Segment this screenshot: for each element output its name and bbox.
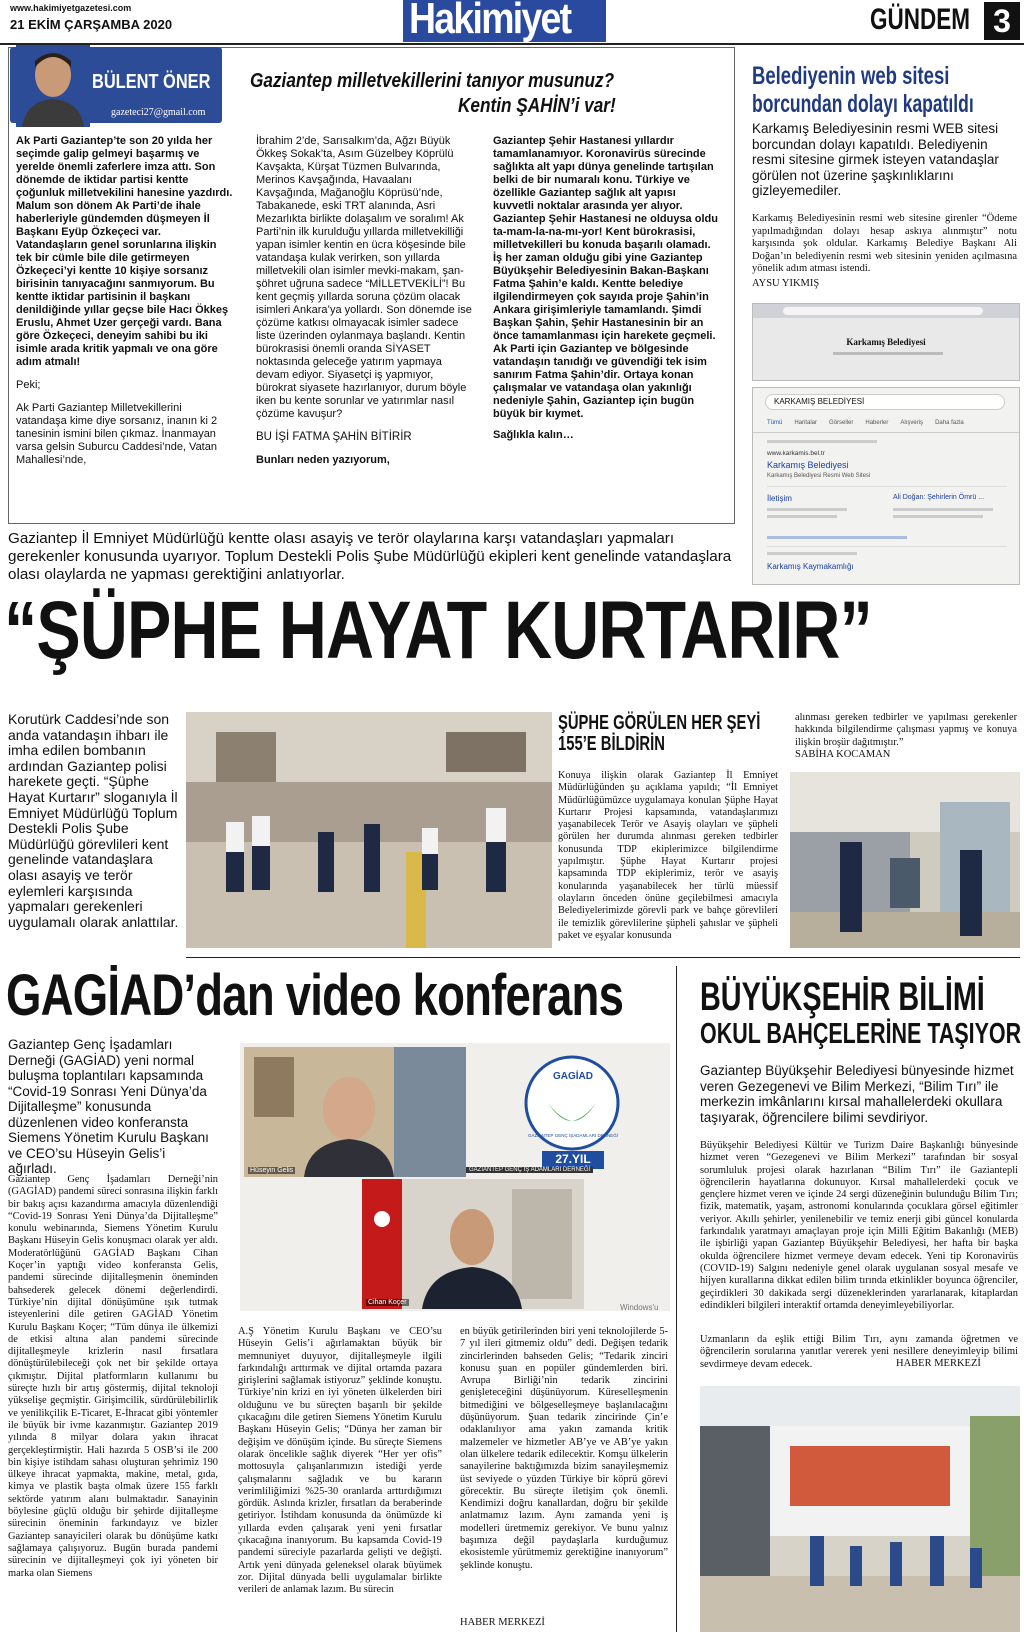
gagiad-logo [508, 1049, 638, 1179]
police-body: Konuya ilişkin olarak Gaziantep İl Emniyet Müdürlüğünden şu açıklama yapıldı; “İl Emniyet Müdürlüğümüzce uygulamaya konulan Şüphe Hayat Kurtarır Projesi kapsamında, vatandaşlarımızı yaşanabilecek Terör ve Asayiş olayları ve şüpheli görülen her durumda alınması gereken tedbirler konusunda TDP ekiplerimizce bilgilendirme yapılmıştır. Şüphe Hayat Kurtarır projesi kapsamında TDP ekiplerimiz, terör ve asayiş konularında yaşanabilecek her türlü müessif olayların önceden önüne geçilebilmesi amacıyla Belediyelerimizde görevli park ve bahçe görevlileri ile temizlik görevlilerine şüpheli şahıslar ve şüpheli paket ve eşyalar konusunda [558, 770, 778, 941]
gagiad-logo-ring: GAZİANTEP GENÇ İŞADAMLARI DERNEĞİ [528, 1133, 618, 1138]
result-subtitle: Karkamış Belediyesi Resmi Web Sitesi [767, 473, 871, 479]
video-tile-1 [244, 1047, 466, 1177]
column-col-2-p1: İbrahim 2’de, Sarısalkım’da, Ağzı Büyük Ökkeş Sokak’ta, Asım Güzelbey Köprülü Kavşakta, Kürşat Tüzmen Bulvarında, Merinos Kavşağında, Havaalanı Kavşağında, Mağanoğlu Köprüsü’nde, Tabakanede, eski TRT alanında, Asri Mezarlıkta birlikte dolaşalım ve soralım! Ak Parti’nin ilk kurulduğu yıllarda milletvekilliği yapan isimler kentin en ücra köşesinde bile vatandaşa kulak verirken, son yıllarda milletvekili olan isimler mevki-makam, şan-şöhret uğruna sadece “MİLLETVEKİLİ”! Bu kent geçmiş yıllarda soruna çözüm olacak isimleri Ankara’ya yollardı. Son dönemde ise çözüme katkısı olmayacak isimler sadece liste üzerinden oylanmaya başlandı. Kentin bürokrasisi önemli oranda SİYASET noktasında geleceğe yatırım yapmaya devam ediyor. Siyasetçi iş yapmıyor, bürokrat siyasete hazırlanıyor, durum böyle iken bu kente sorunlar ve yatırımlar nasıl çözüme kavuşur? [256, 135, 472, 420]
police-byline: SABİHA KOCAMAN [795, 749, 891, 760]
police-lead: Korutürk Caddesi’nde son anda vatandaşın ihbarı ile imha edilen bombanın ardından Gaziantep polisi harekete geçti. “Şüphe Hayat Kurtarır” sloganıyla İl Emniyet Müdürlüğü Toplum Destekli Polis Şube Müdürlüğü görevlileri kent genelinde vatandaşlara olası asayiş ve terör eylemleri karşısında yapmaları gerekenleri uygulamalı olarak anlattılar. [8, 711, 179, 930]
search-tab: Görseller [829, 420, 854, 426]
author-email: gazeteci27@gmail.com [111, 107, 206, 118]
gagiad-headline: GAGİAD’dan video konferans [6, 963, 624, 1028]
science-body-2: Uzmanların da eşlik ettiği Bilim Tırı, aynı zamanda öğretmen ve öğrencilerin sorularına yanıtlar vererek yeni nesillere deneyimleyip bilimi sevdirmeye devam edecek. [700, 1334, 1018, 1370]
logo-text: Hakimiyet [409, 0, 571, 42]
video-tag: GAZİANTEP GENÇ İŞ ADAMLARI DERNEĞİ [466, 1167, 593, 1173]
website-byline: AYSU YIKMIŞ [752, 278, 820, 289]
gagiad-lead: Gaziantep Genç İşadamları Derneği (GAGİAD) yeni normal buluşma toplantıları kapsamında “Covid-19 Sonrası Yeni Dünya’da Dijitalleşme” konusunda düzenlenen video konferansta Siemens Yönetim Kurulu Başkanı ve CEO’su Hüseyin Gelis’i ağırladı. [8, 1037, 209, 1176]
search-query: KARKAMIŞ BELEDİYESİ [774, 397, 865, 406]
website-screenshot-1 [752, 303, 1020, 381]
result-url: www.karkamis.bel.tr [767, 450, 825, 457]
windows-watermark: Windows'u [620, 1303, 659, 1311]
column-col-1-p3: Ak Parti Gaziantep Milletvekillerini vatandaşa kime diye sorsanız, inanın ki 2 tanesinin ismini bilen çıkmaz. İnanmayan varsa gelsin Suburcu Caddesi’nde, Vatan Mahallesi’nde, [16, 402, 218, 466]
logo-box [403, 0, 606, 42]
video-tile-2 [362, 1179, 584, 1309]
gagiad-col-1: Gaziantep Genç İşadamları Derneği’nin (GAGİAD) pandemi süreci sonrasına ilişkin farklı bir bakış açısı kazandırma amacıyla düzenlendiği “Covid-19 Sonrası Yeni Dünya’da Dijitalleşme” konulu webinarında, Siemens Yönetim Kurulu Başkanı Hüseyin Gelis konuşmacı olarak yer aldı. Moderatörlüğünü GAGİAD Başkanı Cihan Koçer’in yaptığı video konferansta Gelis, pandemi sürecinde dijitalleşmenin öneminden bahsederek gelecek dönemi değerlendirdi. Türkiye’nin dijital dönüşümüne ışık tutmak isteyenlerini dile getiren GAGİAD Yönetim Kurulu Başkanı Koçer; “Tüm dünya ile ülkemizi de etkisi altına alan pandemi sürecinde dijitalleşmeyle krizlerin nasıl fırsatlara dönüştürülebileceği çok net bir şekilde ortaya çıkmıştır. Dijital platformların kullanımı bu süreçte hızlı bir artış göstermiş, dijital teknoloji yükselişe geçmiştir. Girişimcilik, sürdürülebilirlik ve yenilikçilik E-Ticaret, E-İhracat gibi yöntemler ile büyük bir ivme kazanmıştır. Gaziantep 2019 yılında 8 milyar dolara yakın ihracat gerçekleştirmiştir. Hali hazırda 5 OSB’si ile 200 bin kişiye istihdam sahası oluşturan şehrimiz 190 ülkeye ihracat yapmakta, makine, metal, gıda, kimya ve plastik başta olmak üzere 155 farklı sektörde yatırım alanı bulmaktadır. Sanayinin böylesine güçlü olduğu bir şehirde dijitalleşme sürecinin öneminin farkındayız ve bizler Gaziantep sanayicileri olarak bu dönüşüme katkı sağlamaya çalışıyoruz. Bugün burada pandemi sürecinin ve dijitalleşmeyi çok iyi yöneten bir marka olan Siemens [8, 1174, 218, 1579]
gagiad-byline: HABER MERKEZİ [460, 1617, 545, 1628]
police-photo-bus-stop [790, 772, 1020, 948]
column-headline-2: Kentin ŞAHİN’i var! [458, 95, 616, 117]
website-headline-2: borcundan dolayı kapatıldı [752, 90, 974, 118]
search-tab: Haberler [865, 420, 889, 426]
search-tab: Haritalar [794, 420, 818, 426]
result-bottom: Karkamış Kaymakamlığı [767, 562, 854, 571]
science-photo-truck [700, 1386, 1020, 1632]
science-headline-2: OKUL BAHÇELERİNE TAŞIYOR [700, 1018, 1022, 1050]
gagiad-col-3: en büyük getirilerinden biri yeni teknolojilerde 5-7 yıl ileri gitmemiz oldu” dedi. Değişen tedarik zincirlerinden bahseden Gelis; “Tedarik zinciri konusu şuan en popüler gündemlerden biri. Avrupa Birliği’nin tedarik zincirini genişleteceğini düşünüyorum. Küreselleşmenin bitmediğini ve bölgeselleşmeye başlanılacağını düşünüyorum. Şuan tedarik zincirinde Çin’e odaklanılıyor ama yakın zamanda kritik malzemeler ve hizmetler AB’ye ve AB’ye yakın olan ülkelere tedarik edilecektir. Komşu ülkelerin sanayilerine baktığımızda bizim sanayileşmemiz üst seviyede o yüzden Türkiye bir köprü görevi görecektir. Bu süreçte iletişim çok önemli. Kendimizi doğru kanallardan, doğru bir şekilde anlatmamız lazım. Aynı zamanda yeni iş modelleri üretmemiz gerekiyor. Ve bunu yalnız başımıza değil paydaşlarla kurduğumuz ekosistemle yürütmemiz gerektiğine inanıyorum” şeklinde konuştu. [460, 1326, 668, 1571]
website-lead: Karkamış Belediyesinin resmi WEB sitesi borcundan dolayı kapatıldı. Belediyenin resmi sitesine girmek isteyen vatandaşlar görülen not üzerine şaşkınlıklarını gizleyemediler. [752, 121, 999, 198]
column-col-1-p2: Peki; [16, 379, 41, 391]
website-headline-1: Belediyenin web sitesi [752, 62, 950, 90]
website-screenshot-2 [752, 387, 1020, 585]
science-byline: HABER MERKEZİ [896, 1358, 981, 1369]
video-name-1: Hüseyin Gelis [250, 1167, 294, 1174]
column-col-2 [256, 135, 476, 471]
search-tab: Alışveriş [900, 420, 924, 426]
site-url: www.hakimiyetgazetesi.com [10, 3, 132, 13]
video-name-2: Cihan Koçer [368, 1299, 407, 1306]
result-title: Karkamış Belediyesi [767, 460, 849, 470]
website-body: Karkamış Belediyesinin resmi web sitesine girenler “Ödeme yapılmadığından dolayı hesap askıya alınmıştır” notu karşısında şok oldular. Karkamış Belediye Başkanı Ali Doğan’ın belediyenin resmi web sitesinin yeniden açılmasına yönelik adım atması istendi. [752, 213, 1017, 274]
police-subhead-2: 155’E BİLDİRİN [558, 733, 665, 755]
science-lead: Gaziantep Büyükşehir Belediyesi bünyesinde hizmet veren Gezegenevi ve Bilim Merkezi, “Bilim Tırı” ile merkezin imkânlarını kırsal mahallelerdeki okullara taşıyarak, öğrencilere bilimi sevdiriyor. [700, 1063, 1014, 1125]
section-title: GÜNDEM [870, 3, 971, 36]
gagiad-col-2: A.Ş Yönetim Kurulu Başkanı ve CEO’su Hüseyin Gelis’i ağırlamaktan büyük bir memnuniyet duyuyor, dijitalleşmeyle ilgili farkındalığı arttırmak ve dijital ortamda pazara girişlerini sağlamak istiyoruz” şeklinde konuştu. Türkiye’nin krizi en iyi yöneten ülkelerden biri olduğunu ve bu süreçten başarılı bir şekilde çıkacağını dile getiren Siemens Yönetim Kurulu Başkanı Hüseyin Gelis; “Dünya her zaman bir değişim ve dönüşüm içinde. Bu süreçte Siemens olarak öncelikle sağlık diyerek “Her yer ofis” mottosuyla çalışanlarımızın istediği yerde çalışmalarını sağladık ve bu kararın verimliliğimizi %25-30 oranlarda arttırdığımızı gördük. Aslında krizler, fırsatları da beraberinde getiriyor. İstihdam konusunda da önümüzde ki yıllarda evden çalışarak yeni yeni fırsatlar çıkacağına inanıyorum. Bu kapsamda Covid-19 pandemi süreciyle pazarlarda gelişti ve değişti. Artık yeni dünyada geleneksel olarak büyümek zor. Dijital dünyada belli uygulamalar birlikte verileri de anlamak lazım. Bu sürecin [238, 1326, 442, 1596]
police-headline: “ŞÜPHE HAYAT KURTARIR” [4, 585, 872, 676]
column-col-1 [16, 135, 234, 471]
gagiad-video-screen [240, 1043, 670, 1311]
search-tab: Tümü [767, 420, 783, 426]
result-right: Ali Doğan: Şehirlerin Ömrü ... [893, 494, 985, 501]
search-bar [765, 394, 1005, 410]
masthead-rule [0, 43, 1024, 45]
issue-date: 21 EKİM ÇARŞAMBA 2020 [10, 17, 173, 32]
police-divider [186, 957, 1020, 958]
column-col-3 [493, 135, 719, 446]
police-subhead-1: ŞÜPHE GÖRÜLEN HER ŞEYİ [558, 712, 761, 734]
police-intro: Gaziantep İl Emniyet Müdürlüğü kentte olası asayiş ve terör olaylarına karşı vatandaşları yapmaları gerekenler konusunda uyarıyor. Toplum Destekli Polis Şube Müdürlüğü ekipleri kent genelinde vatandaşlara olası olaylarda ne yapması gerektiğini anlatıyorlar. [8, 530, 732, 583]
author-photo [16, 45, 90, 127]
science-body: Büyükşehir Belediyesi Kültür ve Turizm Daire Başkanlığı bünyesinde hizmet veren “Gezegenevi ve Bilim Merkezi” tarafından bir sosyal sorumluluk projesi olarak hazırlanan “Bilim Tırı” ile Gaziantepli öğrencilerin hayatlarına dokunuyor. Kırsal mahallelerdeki çocuk ve gençlere hizmet veren ve içinde 24 sergi düzeneğinin bulunduğu Bilim Tırı; fizik, matematik, yaşam, astronomi konularında çocuklara görsel eğitimler veriyor. Akıllı şehirler, yenilenebilir ve temiz enerji gibi güncel konularda farkındalık yaratmayı amaçlayan proje için Milli Eğitim Bakanlığı (MEB) ile işbirliği yapan Gaziantep Büyükşehir Belediyesi, her hafta bir başka okulda öğrencilere hizmet vermeye devam edecek. Yeni tip Koronavirüs (COVID-19) Salgını nedeniyle genel olarak uygulanan sosyal mesafe ve hijyen kurallarına dikkat edilen bilim tırında etkinlikler boyunca öğrenciler, geçirdikleri 30 dakikada sergi düzeneklerinden yararlanarak, kitaplardan edindikleri bilgileri interaktif ortamda deneyimleyebiliyorlar. [700, 1140, 1018, 1311]
column-col-3-bold: Gaziantep Şehir Hastanesi yıllardır tamamlanamıyor. Koronavirüs sürecinde sağlıkta alt yapı dünya genelinde tartışılan belki de bir numaralı konu. Türkiye ve özellikle Gaziantep sağlık alt yapısı kuvvetli noktalar arasında yer alıyor. Gaziantep Şehir Hastanesi ne olduysa oldu ta-mam-la-na-mı-yor! Kent bürokrasisi, milletvekilleri bu konuda başarılı olamadı. İş her zaman olduğu gibi yine Gaziantep Büyükşehir Belediyesinin Bakan-Başkanı Fatma Şahin’e kaldı. Kentte belediye ilgilendirmeyen çok sayıda proje Şahin’in Ankara girişimleriyle tamamlandı. Şimdi Başkan Şahin, Şehir Hastanesinin bir an önce tamamlanması için harekete geçmeli. Ak Parti için Gaziantep ve bölgesinde vatandaşın tanıdığı ve güvendiği tek isim sanırım Fatma Şahin’dir. Ortaya konan çalışmalar ve vatandaşa olan yakınlığı nedeniyle Şahin, Gaziantep için bugün büyük bir kıymet. [493, 135, 718, 420]
science-headline-1: BÜYÜKŞEHİR BİLİMİ [700, 975, 985, 1019]
police-body-2: alınması gereken tedbirler ve yapılması gerekenler hakkında bilgilendirme çalışması yapmış ve konuya ilişkin broşür dağıtmıştır.” [795, 712, 1017, 748]
police-photo-mall [186, 712, 552, 948]
column-col-1-bold: Ak Parti Gaziantep’te son 20 yılda her seçimde galip gelmeyi başarmış ve yerelde önemli zaferlere imza attı. Son dönemde de iktidar partisi kentte çoğunluk milletvekilini hanesine yazdırdı. Malum son dönem Ak Parti’de ihale haberleriyle gündemden düşmeyen İl Başkanı Eyüp Özkeçeci var. Vatandaşların genel sorunlarına ilişkin tek bir cümle bile dile getirmeyen Özkeçeci’yi kentte 10 kişiye sorsanız birisinin tanıyacağını sanmıyorum. Bu kentte iktidar partisinin il başkanı denildiğinde yıllar geçse bile Hacı Ökkeş Eruslu, Ahmet Uzer gerçeği vardı. Bana göre Özkeçeci, deneyim sahibi bu iki isimle arada kritik yapmalı ve ona göre adım atmalı! [16, 135, 233, 368]
gagiad-right-divider [676, 966, 677, 1632]
gagiad-logo-year: 27.YIL [555, 1152, 591, 1166]
column-col-2-p3: Bunları neden yazıyorum, [256, 454, 390, 466]
column-headline-1: Gaziantep milletvekillerini tanıyor musunuz? [250, 70, 615, 92]
search-tabs [767, 420, 964, 426]
gagiad-logo-text: GAGİAD [553, 1071, 593, 1082]
website-screenshot-1-title: Karkamış Belediyesi [846, 337, 926, 347]
column-col-3-p2: Sağlıkla kalın… [493, 429, 574, 441]
page-number: 3 [984, 2, 1020, 40]
column-col-2-p2: BU İŞİ FATMA ŞAHİN BİTİRİR [256, 431, 412, 443]
result-contact: İletişim [767, 494, 792, 503]
author-name: BÜLENT ÖNER [92, 71, 211, 93]
search-tab: Daha fazla [935, 420, 964, 426]
